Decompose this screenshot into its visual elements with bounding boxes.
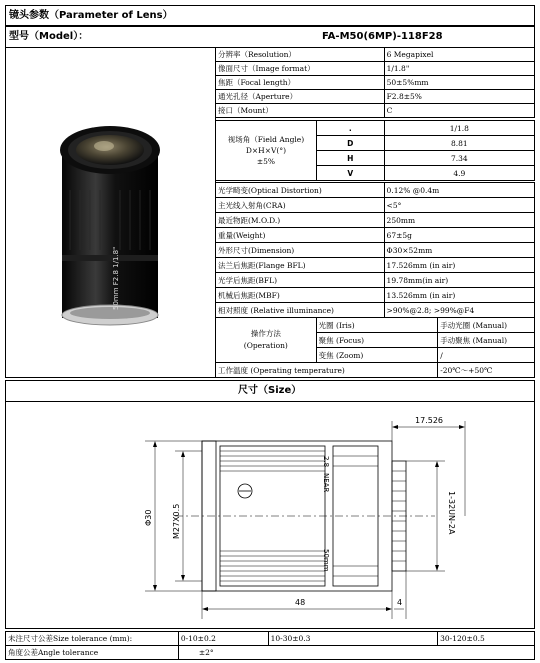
spec-value: >90%@2.8; >99%@F4 [384,303,534,318]
operation-value: 手动聚焦 (Manual) [438,333,535,348]
spec-label: 焦距（Focal length） [216,76,385,90]
dim-flange: 4 [397,598,403,607]
field-angle-label-1: 视场角（Field Angle) [227,135,305,144]
temperature-label: 工作温度 (Operating temperature) [216,363,438,378]
spec-value: Φ30×52mm [384,243,534,258]
field-angle-label [216,121,317,181]
field-angle-key: . [316,121,384,136]
model-label: 型号（Model）： [9,31,89,42]
operation-label-2: (Operation) [243,341,288,350]
ring-text-3: 50mm [322,549,330,572]
spec-value: <5° [384,198,534,213]
angle-tolerance-label: 角度公差Angle tolerance [6,646,179,660]
dim-mount: 1-32UN-2A [447,491,456,535]
dim-length: 48 [295,598,306,607]
operation-label [216,318,317,363]
spec-value: 6 Megapixel [384,48,534,62]
spec-row [216,104,535,118]
spec-row [216,62,535,76]
dim-top: 17.526 [415,416,443,425]
tolerance-range: 30-120±0.5 [438,632,535,646]
spec-value: 17.526mm (in air) [384,258,534,273]
spec-row [216,48,535,62]
spec-value: 13.526mm (in air) [384,288,534,303]
operation-item: 聚焦 (Focus) [316,333,438,348]
tolerance-label: 未注尺寸公差Size tolerance (mm): [6,632,179,646]
spec-label: 光学后焦距(BFL) [216,273,385,288]
lens-barrel-label: 50mm F2.8 1/1.8" [112,246,120,310]
spec-label: 最近物距(M.O.D.) [216,213,385,228]
field-angle-key: D [316,136,384,151]
spec-value: 67±5g [384,228,534,243]
spec-value: 19.78mm(in air) [384,273,534,288]
operation-label-1: 操作方法 [250,329,281,338]
dim-thread: M27X0.5 [172,503,181,539]
spec-table-2 [215,182,535,318]
header-title: 镜头参数（Parameter of Lens） [9,10,173,21]
field-angle-value: 8.81 [384,136,534,151]
tolerance-range: 10-30±0.3 [268,632,438,646]
spec-table [215,47,535,118]
spec-value: F2.8±5% [384,90,534,104]
spec-label: 机械后焦距(MBF) [216,288,385,303]
size-title: 尺寸（Size） [238,385,302,396]
spec-label: 重量(Weight) [216,228,385,243]
tolerance-table [5,631,535,660]
dim-diameter: Φ30 [144,509,153,526]
ring-text-1: 2.8 [322,456,330,468]
spec-label: 接口（Mount） [216,104,385,118]
model-value: FA-M50(6MP)-118F28 [322,31,443,42]
spec-value: 0.12% @0.4m [384,183,534,198]
spec-value: C [384,104,534,118]
spec-label: 法兰后焦距(Flange BFL) [216,258,385,273]
field-angle-key: H [316,151,384,166]
field-angle-value: 4.9 [384,166,534,181]
operation-item: 变焦 (Zoom) [316,348,438,363]
field-angle-value: 1/1.8 [384,121,534,136]
spec-value: 50±5%mm [384,76,534,90]
dimension-drawing [5,401,535,629]
spec-label: 通光孔径（Aperture） [216,90,385,104]
spec-row [216,90,535,104]
spec-row [216,76,535,90]
tolerance-range: 0-10±0.2 [178,632,268,646]
operation-value: / [438,348,535,363]
spec-label: 主光线入射角(CRA) [216,198,385,213]
spec-label: 相对照度 (Relative illuminance) [216,303,385,318]
spec-value: 1/1.8" [384,62,534,76]
spec-label: 分辨率（Resolution） [216,48,385,62]
operation-item: 光圈 (Iris) [316,318,438,333]
spec-value: 250mm [384,213,534,228]
operation-value: 手动光圈 (Manual) [438,318,535,333]
spec-label: 像面尺寸（Image format） [216,62,385,76]
lens-photo [40,120,190,330]
field-angle-label-3: ±5% [256,157,276,166]
spec-label: 外形尺寸(Dimension) [216,243,385,258]
field-angle-label-2: D×H×V(°) [245,146,287,155]
ring-text-2: NEAR [322,473,330,493]
field-angle-table [215,120,535,181]
temperature-value: -20℃～+50℃ [438,363,535,378]
spec-label: 光学畸变(Optical Distortion) [216,183,385,198]
angle-tolerance-value: ±2° [178,646,534,660]
field-angle-value: 7.34 [384,151,534,166]
field-angle-key: V [316,166,384,181]
operation-table [215,317,535,378]
